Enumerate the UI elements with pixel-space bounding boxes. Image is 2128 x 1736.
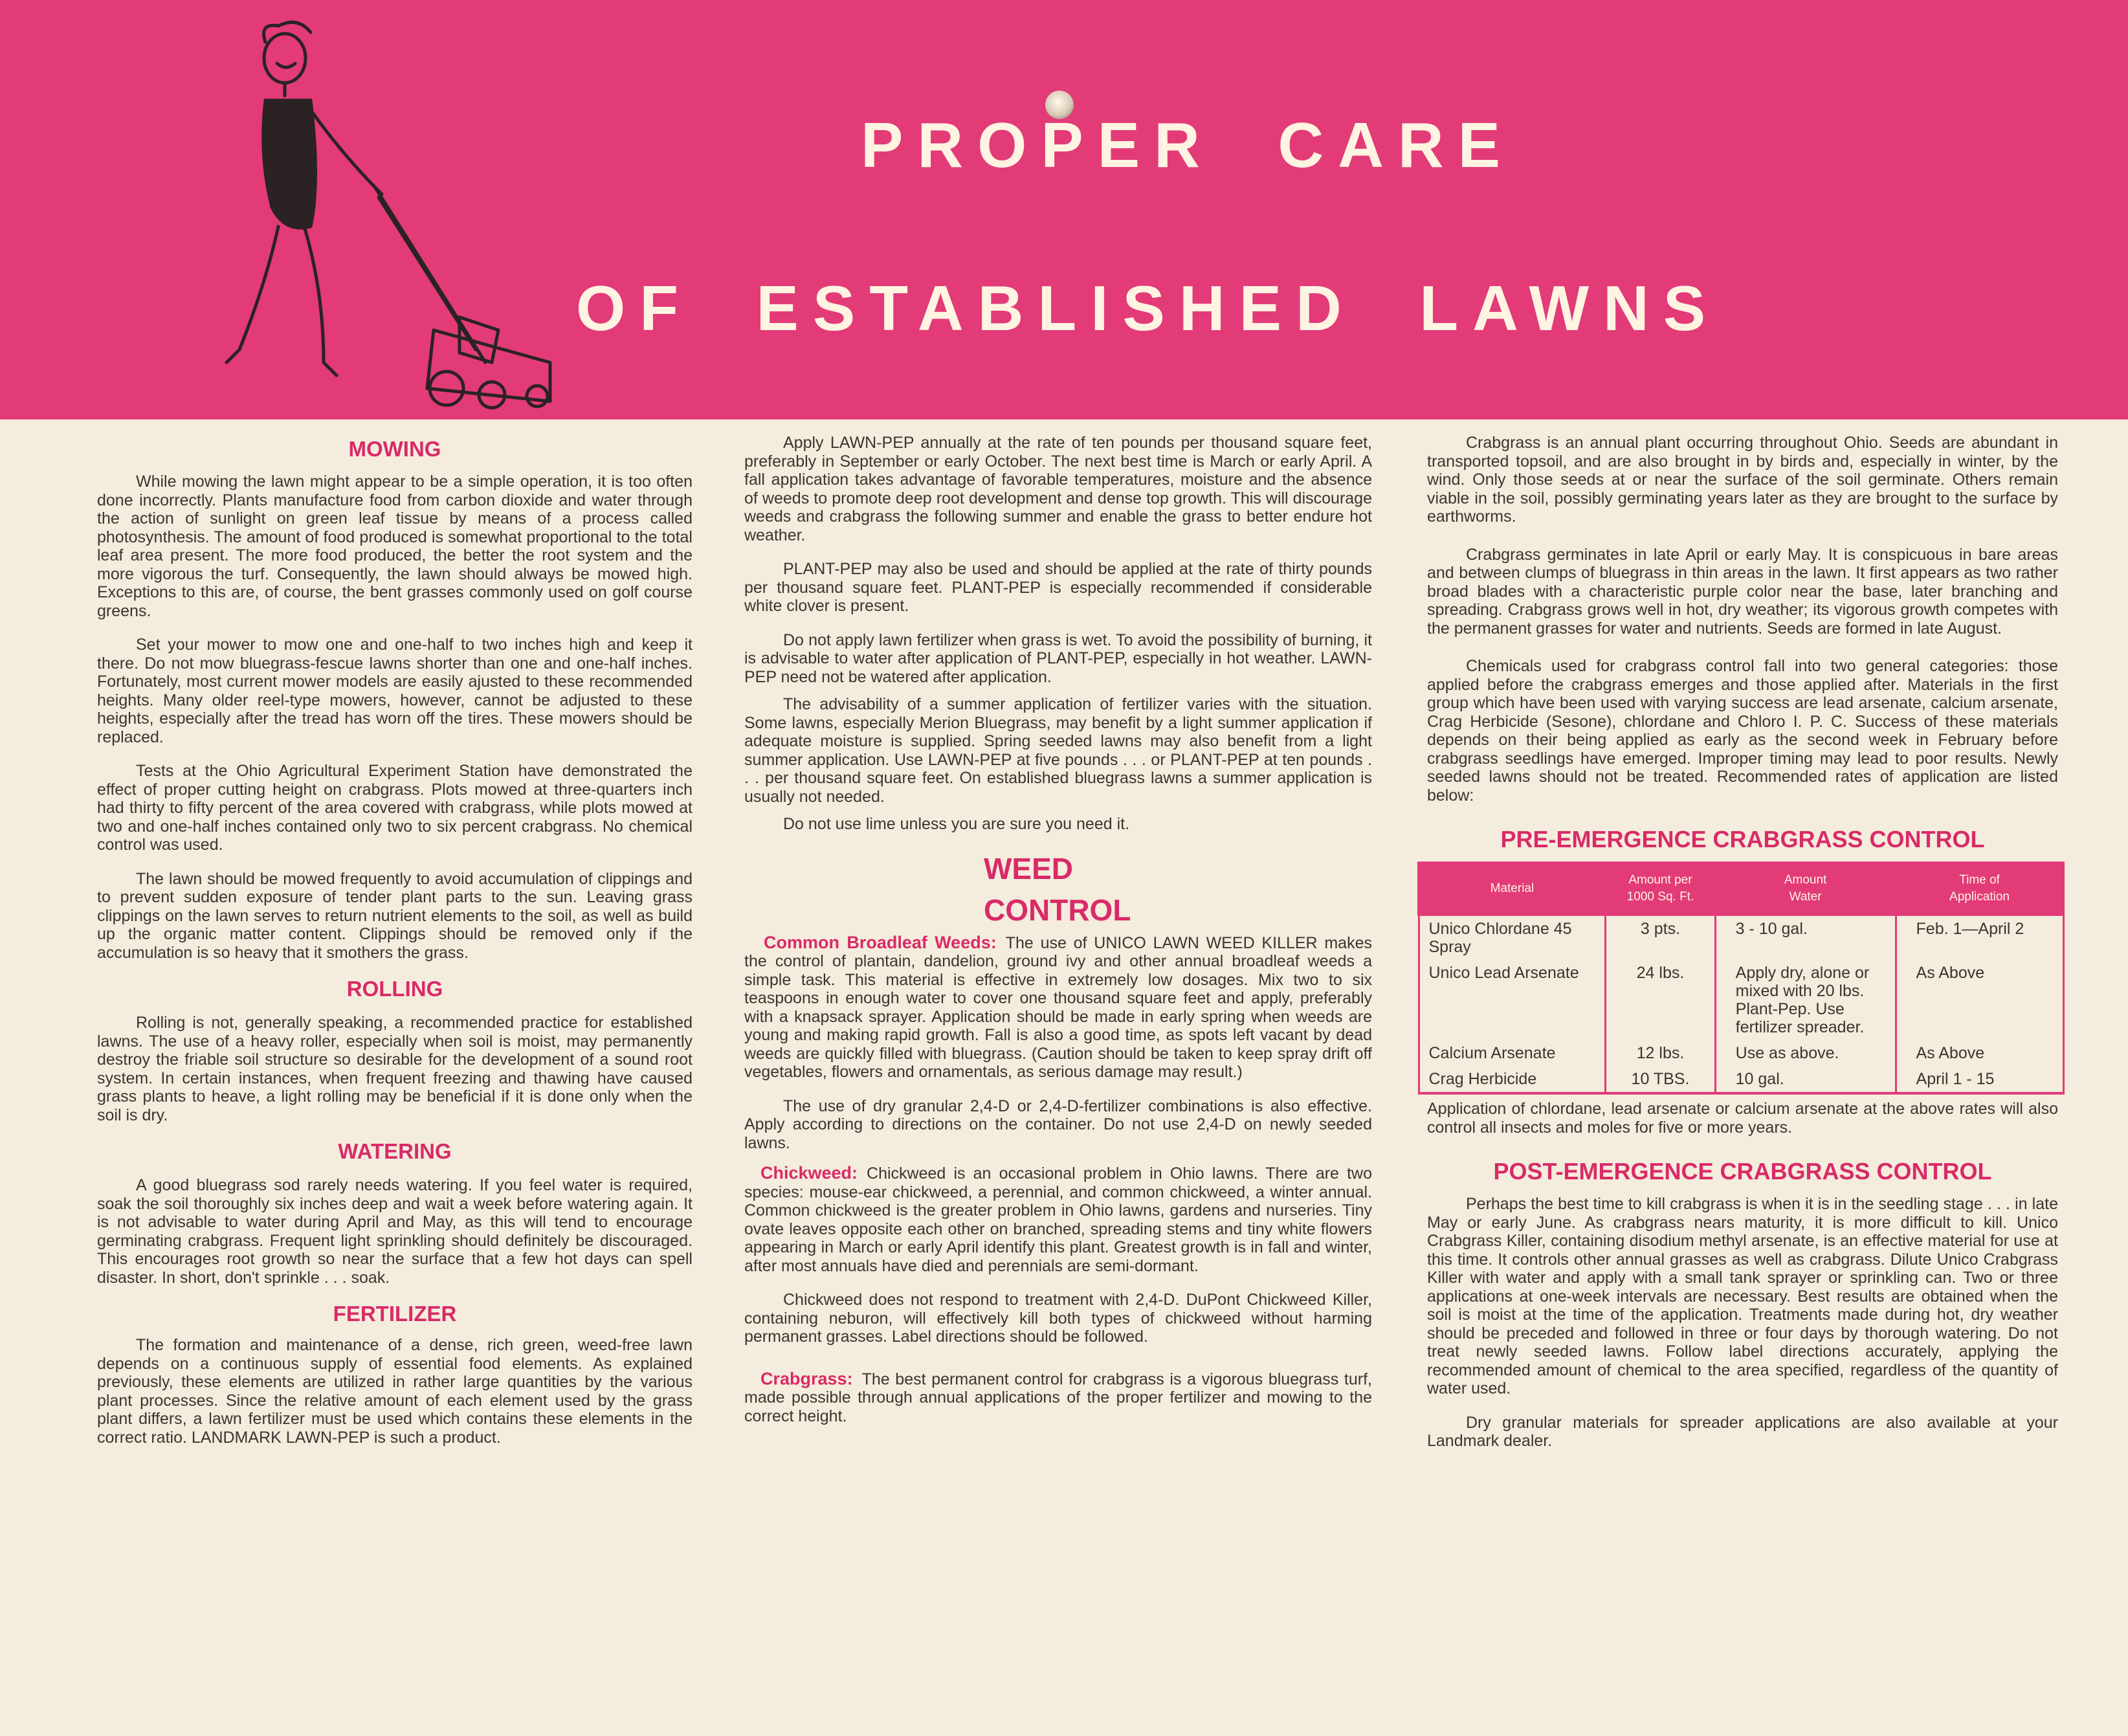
fertilizer-paragraph: The formation and maintenance of a dense, rich green, weed-free lawn depends on a continuous supply of essential food elements. As explained previously, these elements are utilized in rather large quantities by the various plant processes. Since the relative amount of each element used by the grass plant differs, a lawn fertilizer must be used which contains these elements in the correct ratio. LANDMARK LAWN-PEP is such a product. xyxy=(97,1336,693,1447)
weed-heading-line2: CONTROL xyxy=(984,893,1131,927)
mowing-paragraph: While mowing the lawn might appear to be a simple operation, it is too often done incorrectly. Plants manufacture food from carbon dioxide and water through the action of sunlight on green leaf tissue by means of a process called photosynthesis. The amount of food produced is somewhat proportional to the total leaf area present. The more food produced, the better the root system and the more vigorous the turf. Consequently, the lawn should always be mowed high. Exceptions to this are, of course, the bent grasses commonly used on golf course greens. xyxy=(97,473,693,620)
table-cell: 10 TBS. xyxy=(1606,1066,1715,1093)
broadleaf-label: Common Broadleaf Weeds: xyxy=(764,932,997,952)
page-title-line1: PROPER CARE xyxy=(861,109,1515,181)
table-cell: Crag Herbicide xyxy=(1419,1066,1606,1093)
fertilizer-paragraph: The advisability of a summer application of fertilizer varies with the situation. Some lawns, especially Merion Bluegrass, may benefit by a light summer application if adequate moisture is supplied. Spring seeded lawns may also benefit from a light summer application. Use LAWN-PEP at five pounds . . . or PLANT-PEP at ten pounds . . . per thousand square feet. On established bluegrass lawns a summer application is usually not needed. xyxy=(744,695,1372,806)
crabgrass-paragraph: Crabgrass is an annual plant occurring throughout Ohio. Seeds are abundant in transported topsoil, and are also brought in by birds and, especially in winter, by the wind. Only those seeds at or near the surface of the soil germinate. Others remain viable in the soil, possibly germinating years later as they are brought to the surface by earthworms. xyxy=(1427,434,2058,526)
weed-heading-line1: WEED xyxy=(984,851,1073,885)
page-title-line2: OF ESTABLISHED LAWNS xyxy=(576,273,1720,344)
header-banner xyxy=(0,0,2128,419)
weed-paragraph: Chickweed does not respond to treatment with 2,4-D. DuPont Chickweed Killer, containing neburon, will effectively kill both types of chickweed without harming permanent grasses. Label directions should be followed. xyxy=(744,1291,1372,1346)
table-cell: Unico Chlordane 45 Spray xyxy=(1419,915,1606,960)
table-cell: 3 pts. xyxy=(1606,915,1715,960)
crabgrass-paragraph: Chemicals used for crabgrass control fall into two general categories: those applied before the crabgrass emerges and those applied after. Materials in the first group which have been used with varying success are lead arsenate, calcium arsenate, Crag Herbicide (Sesone), chlordane and Chloro I. P. C. Success of these materials depends on their being applied as early as the second week in February before crabgrass seedlings have emerged. Improper timing may lead to poor results. Newly seeded lawns should not be treated. Recommended rates of application are listed below: xyxy=(1427,657,2058,805)
watering-heading: WATERING xyxy=(338,1139,452,1163)
table-row xyxy=(1419,1066,2063,1093)
lime-paragraph: Do not use lime unless you are sure you need it. xyxy=(783,815,1130,833)
chickweed-paragraph xyxy=(744,1164,1372,1275)
table-cell: Use as above. xyxy=(1715,1040,1896,1066)
table-cell: As Above xyxy=(1896,960,2063,1040)
mowing-paragraph: Set your mower to mow one and one-half to two inches high and keep it there. Do not mow bluegrass-fescue lawns shorter than one and one-half inches. Fortunately, most current mower models are easily ajusted to these recommended heights. Many older reel-type mowers, however, cannot be adjusted to these heights, especially after the tread has worn off the tires. These mowers should be replaced. xyxy=(97,636,693,746)
broadleaf-paragraph xyxy=(744,933,1372,1082)
crabgrass-text: The best permanent control for crabgrass is a vigorous bluegrass turf, made possible through annual applications of the proper fertilizer and mowing to the correct height. xyxy=(744,1370,1372,1425)
table-cell: 10 gal. xyxy=(1715,1066,1896,1093)
table-cell: Calcium Arsenate xyxy=(1419,1040,1606,1066)
table-note: Application of chlordane, lead arsenate or calcium arsenate at the above rates will also control all insects and moles for five or more years. xyxy=(1427,1100,2058,1137)
table-cell: Apply dry, alone or mixed with 20 lbs. Plant-Pep. Use fertilizer spreader. xyxy=(1715,960,1896,1040)
column-middle xyxy=(744,434,1372,1425)
fertilizer-paragraph: Apply LAWN-PEP annually at the rate of ten pounds per thousand square feet, preferably in September or early October. The next best time is March or early April. A fall application takes advantage of favorable temperatures, moisture and the absence of weeds to promote deep root development and dense top growth. This will discourage weeds and crabgrass the following summer and enable the grass to better endure hot weather. xyxy=(744,434,1372,544)
mowing-paragraph: Tests at the Ohio Agricultural Experiment Station have demonstrated the effect of proper cutting height on crabgrass. Plots mowed at three-quarters inch had thirty to fifty percent of the area covered with crabgrass, while plots mowed at two and one-half inches contained only two to six percent crabgrass. No chemical control was used. xyxy=(97,762,693,854)
table-row xyxy=(1419,960,2063,1040)
table-header-row xyxy=(1419,863,2063,915)
mowing-heading: MOWING xyxy=(348,437,441,461)
post-emergence-paragraph: Dry granular materials for spreader applications are also available at your Landmark dealer. xyxy=(1427,1413,2058,1450)
table-cell: 24 lbs. xyxy=(1606,960,1715,1040)
chickweed-label: Chickweed: xyxy=(760,1163,858,1183)
table-cell: As Above xyxy=(1896,1040,2063,1066)
column-header-material: Material xyxy=(1419,863,1606,915)
chickweed-text: Chickweed is an occasional problem in Ohio lawns. There are two species: mouse-ear chickweed, a perennial, and common chickweed, a winter annual. Common chickweed is the greater problem in Ohio lawns, gardens and nurseries. Tiny ovate leaves opposite each other on branched, spreading stems and tiny white flowers appearing in March or early April identify this plant. Greatest growth is in fall and winter, after most annuals have died and perennials are semi-dormant. xyxy=(744,1164,1372,1275)
fertilizer-paragraph: PLANT-PEP may also be used and should be applied at the rate of thirty pounds per thousand square feet. PLANT-PEP is especially recommended if considerable white clover is present. xyxy=(744,560,1372,615)
weed-paragraph: The use of dry granular 2,4-D or 2,4-D-fertilizer combinations is also effective. Apply according to directions on the container. Do not use 2,4-D on newly seeded lawns. xyxy=(744,1096,1372,1152)
watering-paragraph: A good bluegrass sod rarely needs watering. If you feel water is required, soak the soil thoroughly six inches deep and wait a week before watering again. It is not advisable to water during April and May, as this will tend to encourage germinating crabgrass. Frequent light sprinkling should definitely be discouraged. This encourages root growth so near the surface that a few hot days can spell disaster. In short, don't sprinkle . . . soak. xyxy=(97,1176,693,1287)
table-row xyxy=(1419,915,2063,960)
table-cell: Feb. 1—April 2 xyxy=(1896,915,2063,960)
crabgrass-paragraph: Crabgrass germinates in late April or early May. It is conspicuous in bare areas and between clumps of bluegrass in thin areas in the lawn. It first appears as two rather broad blades with a characteristic purple color near the base, later branching and spreading. Crabgrass grows well in hot, dry weather; its vigorous growth competes with the permanent grasses for water and nutrients. Seeds are formed in late August. xyxy=(1427,545,2058,638)
fertilizer-heading: FERTILIZER xyxy=(333,1302,457,1326)
column-header-amount: Amount per 1000 Sq. Ft. xyxy=(1606,863,1715,915)
column-header-time: Time of Application xyxy=(1896,863,2063,915)
fertilizer-paragraph: Do not apply lawn fertilizer when grass is wet. To avoid the possibility of burning, it is advisable to water after application of PLANT-PEP, especially in hot weather. LAWN-PEP need not be watered after application. xyxy=(744,630,1372,686)
broadleaf-text: The use of UNICO LAWN WEED KILLER makes the control of plantain, dandelion, ground ivy and other annual broadleaf weeds a simple task. This material is effective in extremely low dosages. Mix two to six teaspoons in enough water to cover one thousand square feet and apply, preferably with a knapsack sprayer. Application should be made in early spring when weeds are young and making rapid growth. Fall is also a good time, as spots left vacant by dead weeds are quickly filled with bluegrass. (Caution should be taken to keep spray drift off vegetables, flowers and ornamentals, as serious damage may result.) xyxy=(744,933,1372,1081)
column-left xyxy=(97,434,693,1447)
rolling-paragraph: Rolling is not, generally speaking, a recommended practice for established lawns. The use of a heavy roller, especially when soil is moist, may permanently destroy the friable soil structure so desirable for the development of a sound root system. In certain instances, when frequent freezing and thawing have caused grass plants to heave, a light rolling may be beneficial if it is done only when the soil is dry. xyxy=(97,1014,693,1124)
post-emergence-paragraph: Perhaps the best time to kill crabgrass is when it is in the seedling stage . . . in late May or early June. As crabgrass nears maturity, it is more difficult to kill. Unico Crabgrass Killer, containing disodium methyl arsenate, is an effective material for use at this time. It controls other annual grasses as well as crabgrass. Dilute Unico Crabgrass Killer with water and apply with a small tank sprayer or sprinkling can. Two or three applications at one-week intervals are necessary. Best results are obtained when the soil is moist at the time of the application. Treatments made during hot, dry weather should be preceded and followed in three or four days by thorough watering. Do not treat newly seeded lawns. Follow label directions accurately, applying the recommended amount of chemical to the area specified, regardless of the quantity of water used. xyxy=(1427,1195,2058,1397)
application-rates-table xyxy=(1417,862,2065,1095)
column-header-water: Amount Water xyxy=(1715,863,1896,915)
rolling-heading: ROLLING xyxy=(346,977,443,1001)
table-cell: 12 lbs. xyxy=(1606,1040,1715,1066)
mowing-paragraph: The lawn should be mowed frequently to avoid accumulation of clippings and to prevent sudden exposure of tender plant parts to the sun. Leaving grass clippings on the lawn serves to return nutrient elements to the soil, as well as build up the organic matter content. Clippings should be removed only if the accumulation is so heavy that it smothers the grass. xyxy=(97,869,693,962)
table-cell: 3 - 10 gal. xyxy=(1715,915,1896,960)
crabgrass-paragraph xyxy=(744,1370,1372,1426)
column-right xyxy=(1427,434,2058,1451)
post-emergence-heading: POST-EMERGENCE CRABGRASS CONTROL xyxy=(1493,1158,1992,1185)
woman-mowing-illustration xyxy=(214,13,563,414)
table-row xyxy=(1419,1040,2063,1066)
table-cell: April 1 - 15 xyxy=(1896,1066,2063,1093)
crabgrass-label: Crabgrass: xyxy=(760,1368,853,1388)
table-cell: Unico Lead Arsenate xyxy=(1419,960,1606,1040)
pre-emergence-heading: PRE-EMERGENCE CRABGRASS CONTROL xyxy=(1500,826,1985,852)
